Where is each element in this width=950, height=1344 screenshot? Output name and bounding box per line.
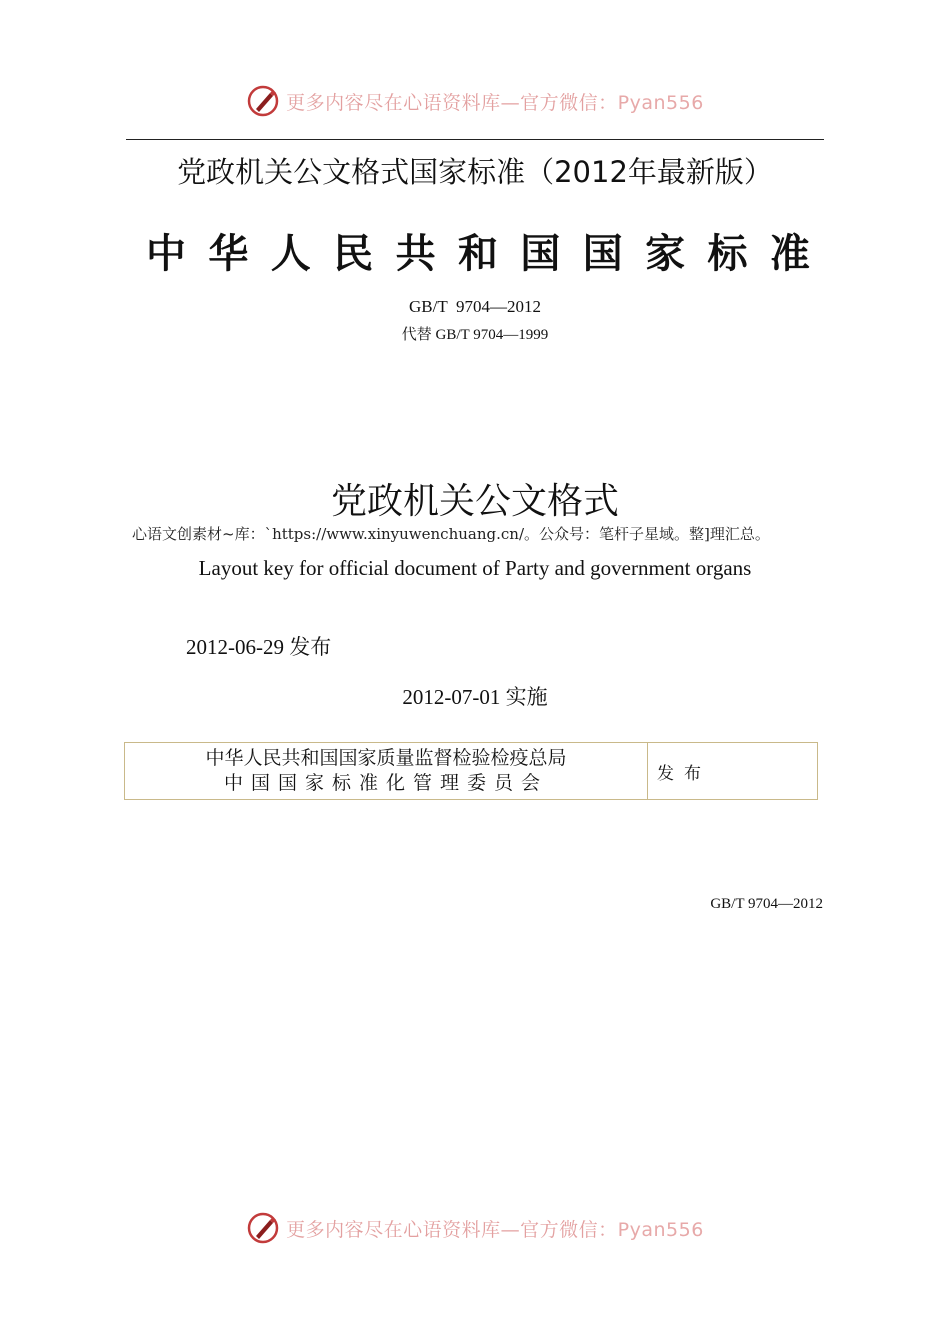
header-rule <box>126 139 824 140</box>
watermark-text: 更多内容尽在心语资料库—官方微信：Pyan556 <box>286 1218 704 1241</box>
issuer-action: 发布 <box>657 763 711 784</box>
standard-title <box>146 222 810 279</box>
watermark-bottom <box>0 1211 950 1251</box>
standard-title-char: 中 <box>146 231 186 277</box>
standard-title-char: 国 <box>520 231 561 277</box>
issuer-line-2: 中国国家标准化管理委员会 <box>223 772 548 794</box>
watermark-top <box>0 84 950 124</box>
document-title: 党政机关公文格式国家标准（2012年最新版） <box>177 155 773 189</box>
standard-title-char: 家 <box>645 231 686 277</box>
pen-nib-circle-icon <box>246 84 280 118</box>
standard-title-char: 国 <box>582 231 623 277</box>
issuer-line-1: 中华人民共和国国家质量监督检验检疫总局 <box>205 747 567 769</box>
publish-date: 2012-06-29 发布 <box>186 635 332 659</box>
standard-code: GB/T 9704—2012 <box>409 297 541 316</box>
standard-title-char: 华 <box>208 231 249 277</box>
pen-nib-circle-icon <box>246 1211 280 1245</box>
replaces-code: 代替 GB/T 9704—1999 <box>401 327 549 343</box>
standard-title-char: 和 <box>457 231 498 277</box>
footer-standard-code: GB/T 9704—2012 <box>710 896 823 912</box>
source-note: 心语文创素材~库：`https://www.xinyuwenchuang.cn/。公众号：笔杆子星域。整]理汇总。 <box>132 525 770 543</box>
standard-title-char: 民 <box>333 231 374 277</box>
standard-title-char: 准 <box>769 231 810 277</box>
watermark-wechat: Pyan556 <box>617 91 704 114</box>
standard-title-char: 标 <box>707 231 748 277</box>
main-title: 党政机关公文格式 <box>330 481 619 522</box>
issuer-table <box>124 742 818 800</box>
english-title: Layout key for official document of Party and government organs <box>198 556 752 580</box>
issuer-names <box>125 743 648 799</box>
standard-title-char: 共 <box>395 231 436 277</box>
standard-title-char: 人 <box>270 231 311 277</box>
watermark-wechat: Pyan556 <box>617 1218 704 1241</box>
implement-date: 2012-07-01 实施 <box>402 685 548 709</box>
watermark-text: 更多内容尽在心语资料库—官方微信：Pyan556 <box>286 91 704 114</box>
